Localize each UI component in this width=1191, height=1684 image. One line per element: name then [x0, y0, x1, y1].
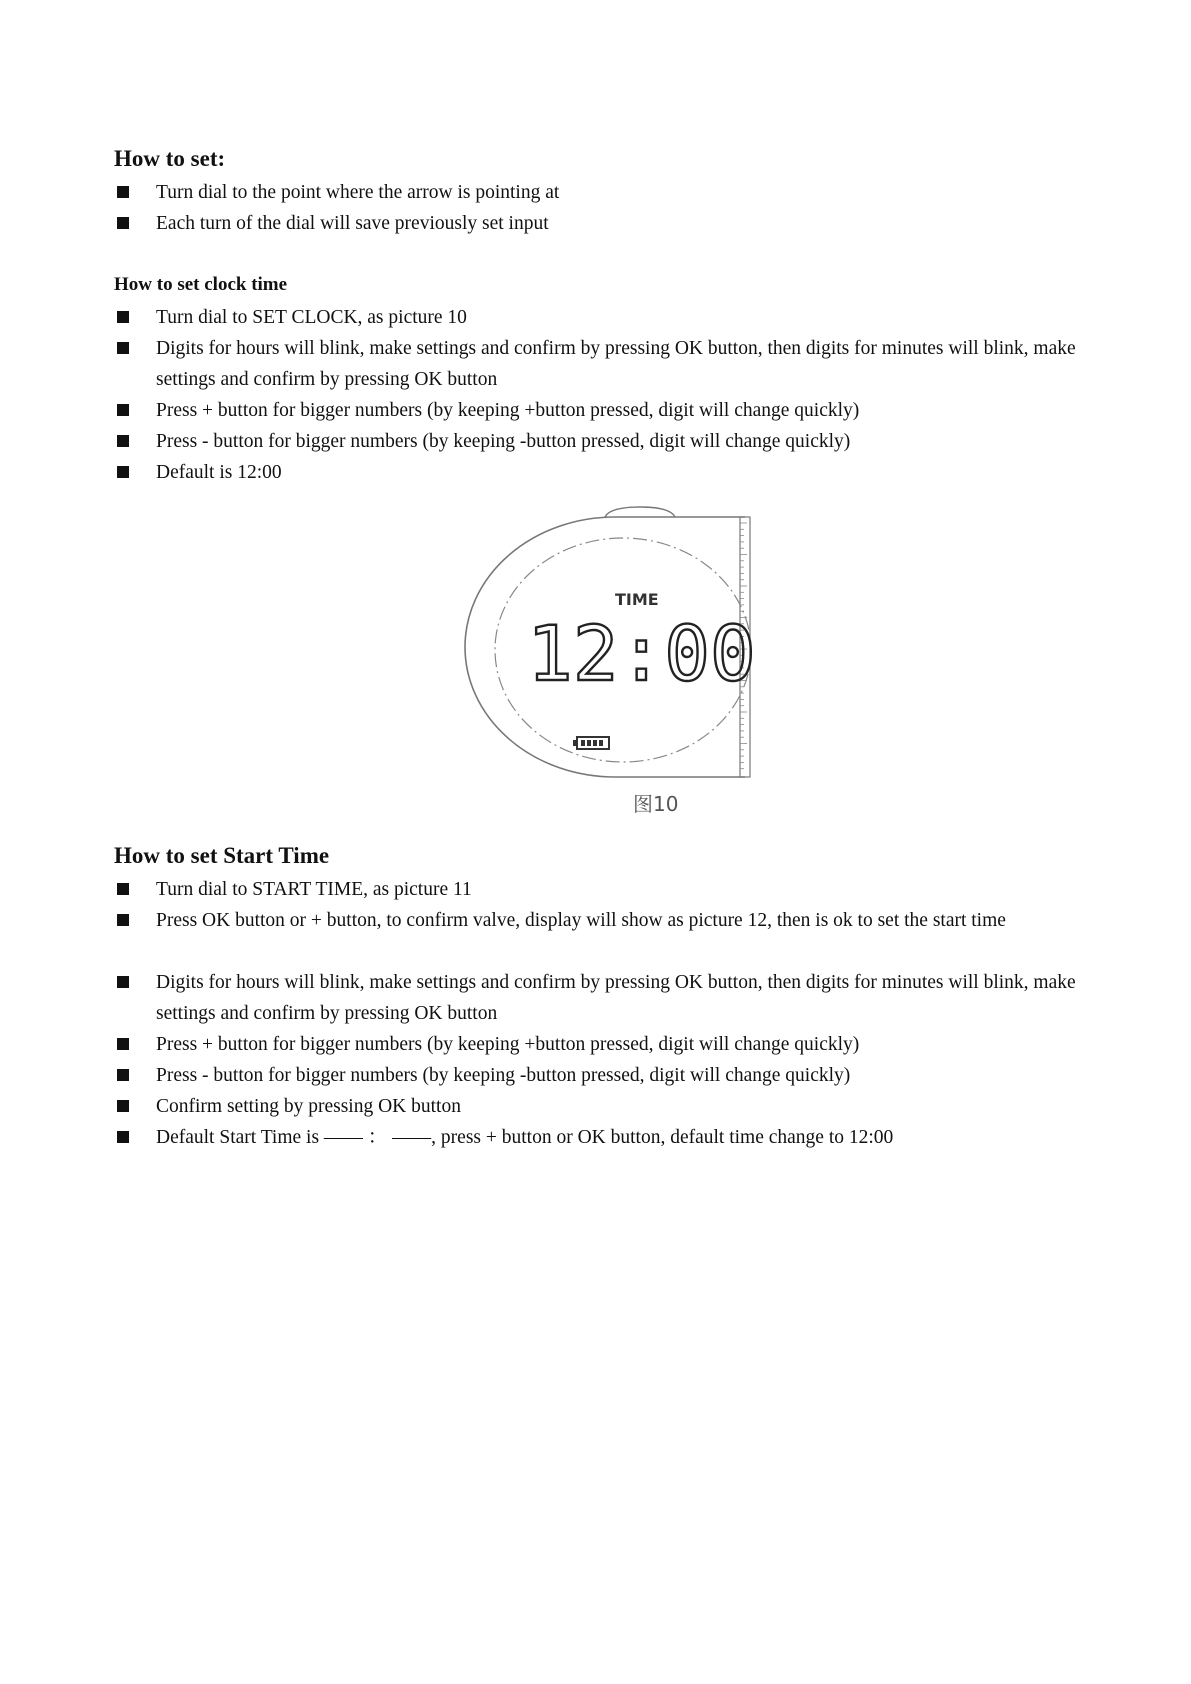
list-item: [114, 967, 1114, 1029]
top-knob-outline: [605, 507, 675, 517]
list-item: [114, 1122, 1114, 1153]
heading-set-start-time: How to set Start Time: [114, 843, 330, 868]
list-item: [114, 177, 1114, 208]
bullet-square-icon: [117, 1038, 129, 1050]
bullet-square-icon: [117, 217, 129, 229]
list-item-text: Press + button for bigger numbers (by keeping +button pressed, digit will change quickly): [156, 400, 860, 421]
list-item-text: Press OK button or + button, to confirm valve, display will show as picture 12, then is ok to set the start time: [156, 910, 1006, 931]
list-item: [114, 302, 1114, 333]
list-item: [114, 1060, 1114, 1091]
heading-set-clock-time: How to set clock time: [114, 274, 288, 295]
list-item-text: Default Start Time is —— ： ——, press + button or OK button, default time change to 12:00: [156, 1127, 894, 1148]
bullet-square-icon: [117, 1100, 129, 1112]
bullet-square-icon: [117, 435, 129, 447]
list-item: [114, 208, 1114, 239]
list-item: [114, 426, 1114, 457]
list-item: [114, 395, 1114, 426]
bullet-square-icon: [117, 466, 129, 478]
lcd-time-label: TIME: [615, 590, 659, 609]
list-item-text: Turn dial to SET CLOCK, as picture 10: [156, 307, 467, 328]
list-item-text: Press - button for bigger numbers (by keeping -button pressed, digit will change quickly): [156, 431, 851, 452]
list-item-text: Default is 12:00: [156, 462, 282, 483]
heading-how-to-set: How to set:: [114, 146, 226, 171]
bullet-square-icon: [117, 342, 129, 354]
list-item-text: Digits for hours will blink, make settings and confirm by pressing OK button, then digits for minutes will blink, make settings and confirm by pressing OK button: [156, 338, 1076, 390]
list-item-text: Press + button for bigger numbers (by keeping +button pressed, digit will change quickly): [156, 1034, 860, 1055]
list-item-text: Turn dial to the point where the arrow is pointing at: [156, 182, 560, 203]
list-item: [114, 1091, 1114, 1122]
figure-caption: 图10: [633, 792, 679, 816]
lcd-time-digits: 12:00: [527, 609, 756, 698]
list-item: [114, 333, 1114, 395]
figure-10-device-display: [455, 505, 775, 825]
list-item-text: Turn dial to START TIME, as picture 11: [156, 879, 472, 900]
bullet-square-icon: [117, 976, 129, 988]
bullet-square-icon: [117, 1131, 129, 1143]
list-item-text: Press - button for bigger numbers (by keeping -button pressed, digit will change quickly): [156, 1065, 851, 1086]
list-item: [114, 874, 1114, 905]
battery-icon: [573, 737, 609, 749]
bullet-square-icon: [117, 186, 129, 198]
bullet-square-icon: [117, 914, 129, 926]
bullet-square-icon: [117, 1069, 129, 1081]
list-item-text: Digits for hours will blink, make settings and confirm by pressing OK button, then digits for minutes will blink, make settings and confirm by pressing OK button: [156, 972, 1076, 1024]
list-item: [114, 1029, 1114, 1060]
bullet-square-icon: [117, 883, 129, 895]
list-item-text: Confirm setting by pressing OK button: [156, 1096, 461, 1117]
list-item-text: Each turn of the dial will save previously set input: [156, 213, 549, 234]
bullet-square-icon: [117, 311, 129, 323]
list-item: [114, 905, 1114, 936]
bullet-square-icon: [117, 404, 129, 416]
list-item: [114, 457, 1114, 488]
